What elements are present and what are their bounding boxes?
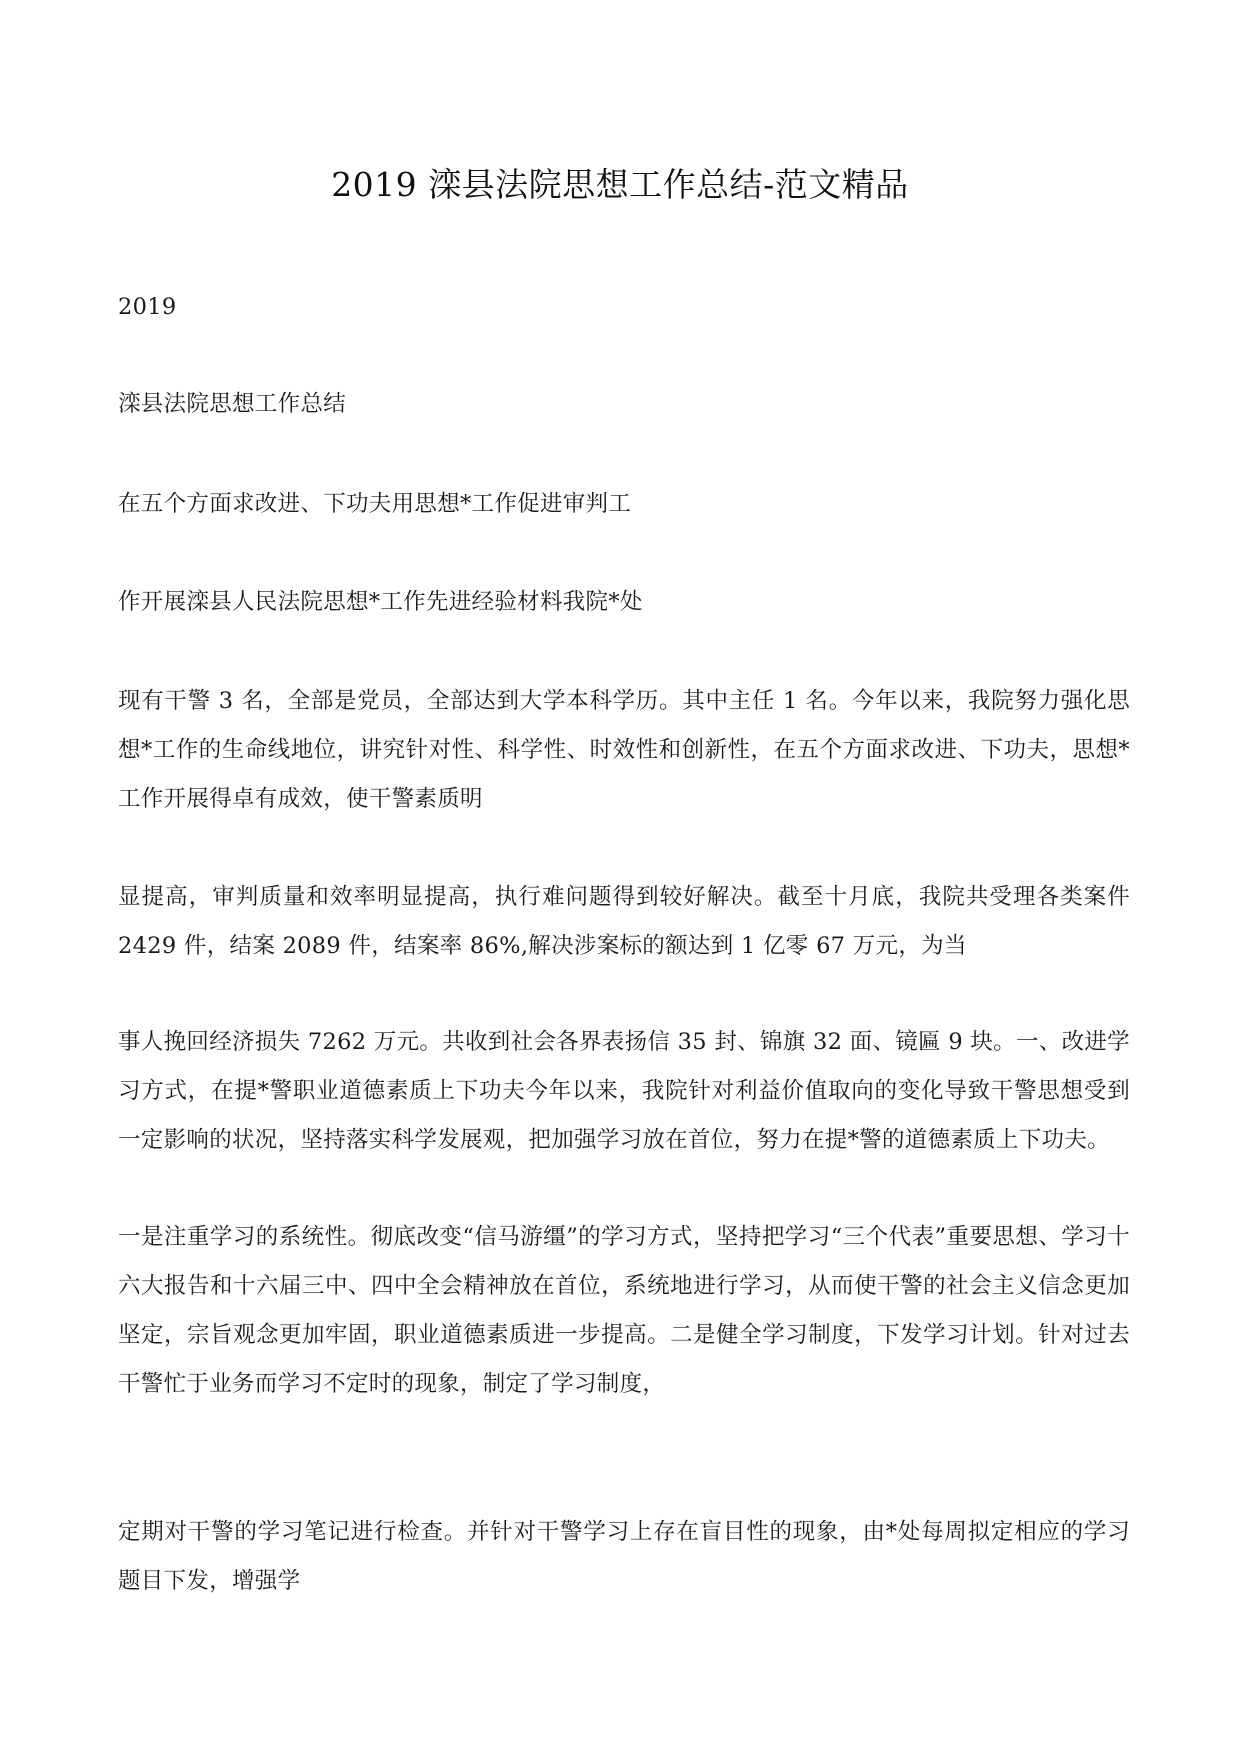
paragraph-study-notes: 定期对干警的学习笔记进行检查。并针对干警学习上存在盲目性的现象，由*处每周拟定相应的学习题目下发，增强学 xyxy=(118,1519,1130,1594)
paragraph-systematic-learning: 一是注重学习的系统性。彻底改变“信马游缰”的学习方式，坚持把学习“三个代表”重要思想、学习十六大报告和十六届三中、四中全会精神放在首位，系统地进行学习，从而使干警的社会主义信念更加坚定，宗旨观念更加牢固，职业道德素质进一步提高。二是健全学习制度，下发学习计划。针对过去干警忙于业务而学习不定时的现象，制定了学习制度， xyxy=(118,1224,1130,1397)
paragraph-case-statistics: 显提高，审判质量和效率明显提高，执行难问题得到较好解决。截至十月底，我院共受理各类案件 2429 件，结案 2089 件，结案率 86%,解决涉案标的额达到 1 亿零 67 万元，为当 xyxy=(118,884,1130,959)
paragraph-economic-recovery: 事人挽回经济损失 7262 万元。共收到社会各界表扬信 35 封、锦旗 32 面、镜匾 9 块。一、改进学习方式，在提*警职业道德素质上下功夫今年以来，我院针对利益价值取向的变化导致干警思想受到一定影响的状况，坚持落实科学发展观，把加强学习放在首位，努力在提*警的道德素质上下功夫。 xyxy=(118,1029,1130,1153)
paragraph-year: 2019 xyxy=(118,294,177,320)
paragraph-heading-line-2: 作开展滦县人民法院思想*工作先进经验材料我院*处 xyxy=(118,589,643,615)
paragraph-staff-overview: 现有干警 3 名，全部是党员，全部达到大学本科学历。其中主任 1 名。今年以来，我院努力强化思想*工作的生命线地位，讲究针对性、科学性、时效性和创新性，在五个方面求改进、下功夫，思想*工作开展得卓有成效，使干警素质明 xyxy=(118,688,1130,812)
document-title: 2019 滦县法院思想工作总结-范文精品 xyxy=(331,165,909,204)
paragraph-subtitle: 滦县法院思想工作总结 xyxy=(118,391,347,417)
paragraph-heading-line-1: 在五个方面求改进、下功夫用思想*工作促进审判工 xyxy=(118,491,632,517)
